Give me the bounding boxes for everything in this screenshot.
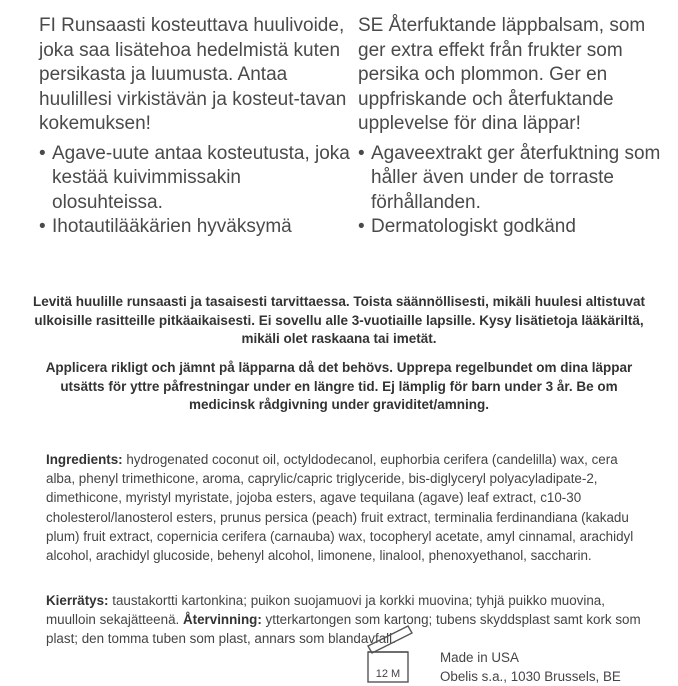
ingredients-text: hydrogenated coconut oil, octyldodecanol, euphorbia cerifera (candelilla) wax, cera alba, phenyl trimethicone, aroma, caprylic/capric triglyceride, bis-diglyceryl polyacyladipate-2, dimethicone, myristyl myristate, jojoba esters, agave tequilana (agave) leaf extract, c10-30 cholesterol/lanosterol esters, prunus persica (peach) fruit extract, terminalia ferdinandiana (kakadu plum) fruit extract, copernicia cerifera (carnauba) wax, tocopheryl acetate, amyl cinnamal, arachidyl alcohol, arachidyl glucoside, behenyl alcohol, limonene, linalool, phenoxyethanol, saccharin. [46,452,634,564]
made-in: Made in USA [440,650,519,665]
ingredients-list [46,450,646,565]
recycling-se-text: ytterkartongen som kartong; tubens skyddsplast samt kork som plast; den tomma tuben som plast, annars som blandavfall. [46,612,641,647]
swedish-bullet-list [358,142,676,240]
ingredients-label: Ingredients: [46,452,123,467]
bullet-icon: • [358,216,365,237]
swedish-description [358,14,676,240]
recycling-fi-label: Kierrätys: [46,593,109,608]
recycling-info [46,591,646,649]
finnish-bullet-list [39,142,357,240]
manufacturer-info [440,648,621,686]
list-item: • Agaveextrakt ger återfuktning som håller även under de torraste förhållanden. [358,142,676,216]
recycling-fi-text: taustakortti kartonkina; puikon suojamuovi ja korkki muovina; tyhjä puikko muovina, muulloin sekajätteenä. [46,593,605,628]
finnish-description [39,14,357,240]
list-item: • Agave-uute antaa kosteutusta, joka kestää kuivimmissakin olosuhteissa. [39,142,357,216]
bullet-icon: • [358,142,365,164]
list-item: • Dermatologiskt godkänd [358,215,676,240]
swedish-intro: SE Återfuktande läppbalsam, som ger extra effekt från frukter som persika och plommon. Ger en uppfriskande och återfuktande upplevelse för dina läppar! [358,15,646,134]
recycling-se-label: Återvinning: [182,612,262,628]
bullet-icon: • [39,142,46,164]
list-item: • Ihotautilääkärien hyväksymä [39,215,357,240]
finnish-intro: FI Runsaasti kosteuttava huulivoide, joka saa lisätehoa hedelmistä kuten persikasta ja luumusta. Antaa huulillesi virkistävän ja kosteut-tavan kokemuksen! [39,15,347,134]
pao-jar-icon [362,624,426,684]
bullet-icon: • [39,216,46,237]
finnish-directions: Levitä huulille runsaasti ja tasaisesti tarvittaessa. Toista säännöllisesti, mikäli huulesi altistuvat ulkoisille rasitteille pitkäaikaisesti. Ei sovellu alle 3-vuotiaille lapsille. Kysy lisätietoja lääkäriltä, mikäli olet raskaana tai imetät. [33,294,645,346]
swedish-directions: Applicera rikligt och jämnt på läpparna då det behövs. Upprepa regelbundet om dina läppar utsätts för yttre påfrestningar under en längre tid. Ej lämplig för barn under 3 år. Be om medicinsk rådgivning under graviditet/amning. [45,360,633,412]
pao-label: 12 M [375,668,401,680]
address: Obelis s.a., 1030 Brussels, BE [440,669,621,684]
